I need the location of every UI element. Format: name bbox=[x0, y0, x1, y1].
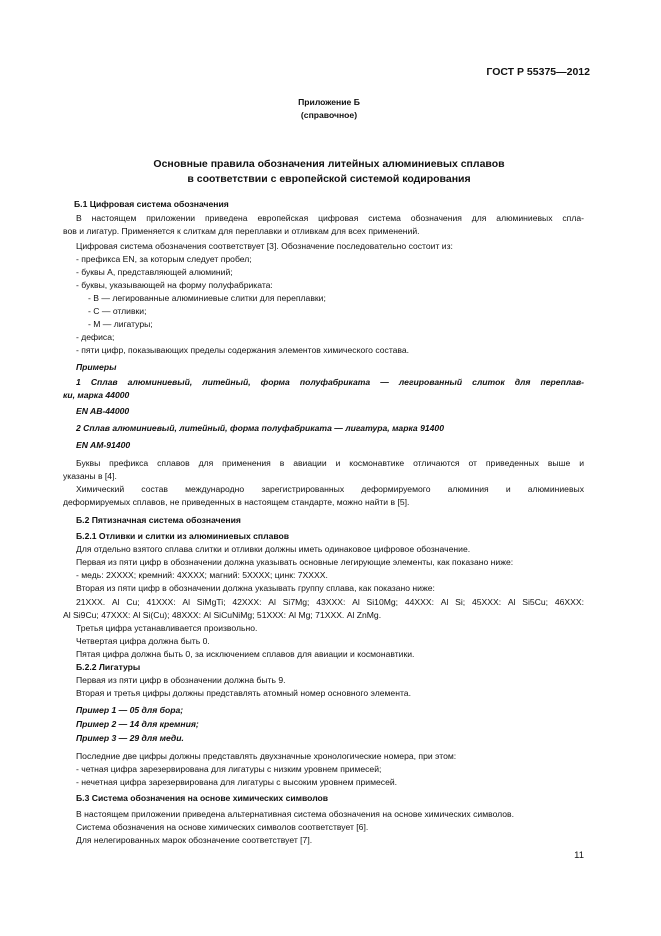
appendix-title: Приложение Б bbox=[298, 97, 360, 107]
examples-label: Примеры bbox=[76, 362, 117, 372]
s1-paragraph-1b: вов и лигатур. Применяется к слиткам для переплавки и отливкам для всех применений. bbox=[63, 226, 420, 236]
s2-line: Последние две цифры должны представлять двухзначные хронологические номера, при этом: bbox=[76, 751, 457, 761]
s3-line: В настоящем приложении приведена альтернативная система обозначения на основе химических символов. bbox=[76, 809, 515, 819]
s2-line: - медь: 2ХХХХ; кремний: 4ХХХХ; магний: 5ХХХХ; цинк: 7ХХХХ. bbox=[76, 570, 328, 580]
s3-line: Система обозначения на основе химических символов соответствует [6]. bbox=[76, 822, 369, 832]
s2-line: Al Si9Cu; 47ХХХ: Al Si(Cu); 48ХХХ: Al SiCuNiMg; 51ХХХ: Al Mg; 71ХХХ. Al ZnMg. bbox=[63, 610, 382, 620]
s2-line: 21ХХХ. Al Cu; 41ХХХ: Al SiMgTi; 42ХХХ: Al Si7Mg; 43ХХХ: Al Si10Mg; 44ХХХ: Al Si; 45ХХХ: Al Si5Cu; 46ХХХ: bbox=[76, 597, 584, 607]
list-item: - буквы А, представляющей алюминий; bbox=[76, 267, 233, 277]
s2-line: - нечетная цифра зарезервирована для лигатуры с высоким уровнем примесей. bbox=[76, 777, 398, 787]
example-line: Пример 1 — 05 для бора; bbox=[76, 705, 184, 715]
example-line: Пример 2 — 14 для кремния; bbox=[76, 719, 199, 729]
s3-line: Для нелегированных марок обозначение соответствует [7]. bbox=[76, 835, 313, 845]
s2-line: Пятая цифра должна быть 0, за исключением сплавов для авиации и космонавтики. bbox=[76, 649, 415, 659]
list-item: - пяти цифр, показывающих пределы содержания элементов химического состава. bbox=[76, 345, 410, 355]
s2-line: - четная цифра зарезервирована для лигатуры с низким уровнем примесей; bbox=[76, 764, 382, 774]
s1-paragraph-1a: В настоящем приложении приведена европейская цифровая система обозначения для алюминиевых спла- bbox=[76, 213, 584, 223]
example-2: 2 Сплав алюминиевый, литейный, форма полуфабриката — лигатура, марка 91400 bbox=[76, 423, 444, 433]
s1-paragraph-4b: деформируемых сплавов, не приведенных в настоящем стандарте, можно найти в [5]. bbox=[63, 497, 410, 507]
main-title-line1: Основные правила обозначения литейных алюминиевых сплавов bbox=[153, 158, 505, 170]
appendix-subtitle: (справочное) bbox=[300, 110, 358, 120]
example-1b: ки, марка 44000 bbox=[63, 390, 130, 400]
example-1a: 1 Сплав алюминиевый, литейный, форма полуфабриката — легированный слиток для переплав- bbox=[76, 377, 584, 387]
list-item: - В — легированные алюминиевые слитки для переплавки; bbox=[88, 293, 326, 303]
example-line: Пример 3 — 29 для меди. bbox=[76, 733, 184, 743]
section-b2-heading: Б.2 Пятизначная система обозначения bbox=[76, 515, 241, 525]
s1-paragraph-2: Цифровая система обозначения соответствует [3]. Обозначение последовательно состоит из: bbox=[76, 241, 453, 251]
s2-line: Для отдельно взятого сплава слитки и отливки должны иметь одинаковое цифровое обозначение. bbox=[76, 544, 471, 554]
s1-paragraph-4a: Химический состав международно зарегистрированных деформируемого алюминия и алюминиевых bbox=[76, 484, 584, 494]
section-b21-heading: Б.2.1 Отливки и слитки из алюминиевых сплавов bbox=[76, 531, 290, 541]
list-item: - М — лигатуры; bbox=[88, 319, 153, 329]
s1-paragraph-3a: Буквы префикса сплавов для применения в авиации и космонавтике отличаются от приведенных выше и bbox=[76, 458, 584, 468]
section-b3-heading: Б.3 Система обозначения на основе химических символов bbox=[76, 793, 329, 803]
page-number: 11 bbox=[574, 850, 584, 861]
s2-line: Четвертая цифра должна быть 0. bbox=[76, 636, 210, 646]
list-item: - префикса EN, за которым следует пробел; bbox=[76, 254, 252, 264]
s2-line: Первая из пяти цифр в обозначении должна указывать основные легирующие элементы, как показано ниже: bbox=[76, 557, 514, 567]
document-code: ГОСТ Р 55375—2012 bbox=[486, 66, 590, 78]
s2-line: Третья цифра устанавливается произвольно. bbox=[76, 623, 258, 633]
s1-paragraph-3b: указаны в [4]. bbox=[63, 471, 117, 481]
example-1-code: EN AB-44000 bbox=[76, 406, 130, 416]
section-b1-heading: Б.1 Цифровая система обозначения bbox=[74, 199, 229, 209]
s2-line: Вторая и третья цифры должны представлять атомный номер основного элемента. bbox=[76, 688, 411, 698]
section-b22-heading: Б.2.2 Лигатуры bbox=[76, 662, 141, 672]
example-2-code: EN AM-91400 bbox=[76, 440, 131, 450]
list-item: - дефиса; bbox=[76, 332, 115, 342]
list-item: - буквы, указывающей на форму полуфабриката: bbox=[76, 280, 273, 290]
list-item: - С — отливки; bbox=[88, 306, 147, 316]
s2-line: Первая из пяти цифр в обозначении должна быть 9. bbox=[76, 675, 286, 685]
main-title-line2: в соответствии с европейской системой кодирования bbox=[187, 173, 471, 185]
s2-line: Вторая из пяти цифр в обозначении должна указывать группу сплава, как показано ниже: bbox=[76, 583, 435, 593]
